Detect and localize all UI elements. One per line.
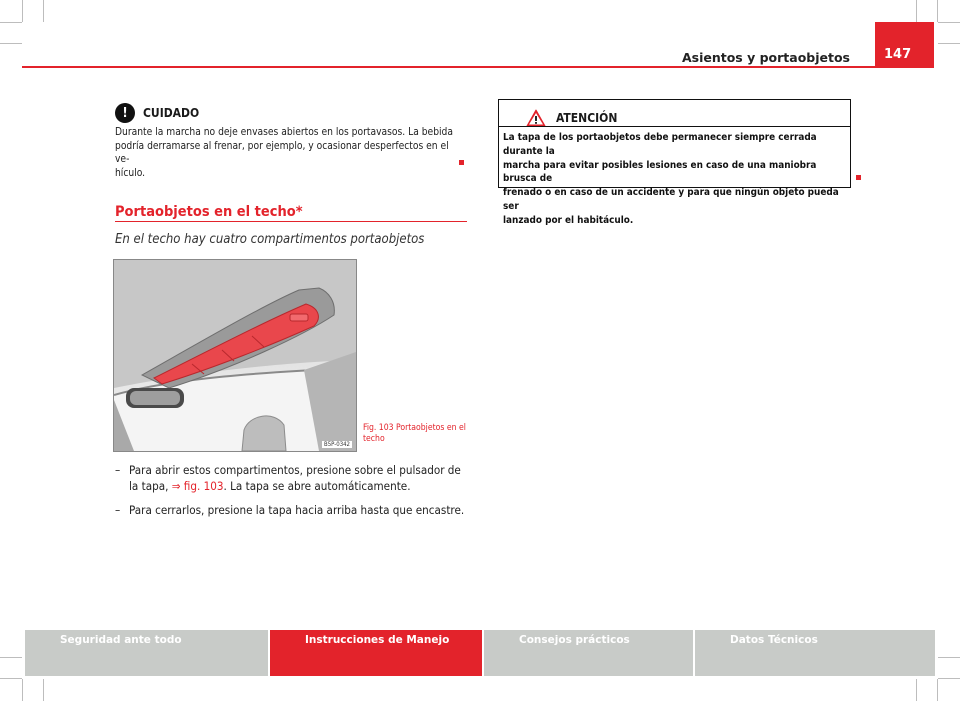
step-text: Para cerrarlos, presione la tapa hacia arriba hasta que encastre.: [129, 503, 465, 517]
roof-storage-illustration: [114, 260, 356, 451]
crop-mark: [0, 657, 22, 658]
crop-mark: [938, 657, 960, 658]
footer-tab-consejos[interactable]: Consejos prácticos: [484, 630, 693, 676]
crop-mark: [916, 679, 917, 701]
section-rule: [115, 221, 467, 222]
figure-reference-link[interactable]: ⇒ fig. 103: [171, 479, 224, 493]
caution-line: Durante la marcha no deje envases abiertos en los portavasos. La bebida: [115, 127, 453, 138]
caution-line: hículo.: [115, 168, 146, 180]
crop-mark: [0, 678, 22, 679]
crop-mark: [937, 0, 938, 22]
section-title: Portaobjetos en el techo*: [115, 204, 303, 220]
crop-mark: [0, 22, 22, 23]
end-mark: [856, 175, 861, 180]
warning-title: ATENCIÓN: [556, 111, 618, 125]
step-item: [115, 502, 470, 518]
crop-mark: [22, 0, 23, 22]
warning-text: [503, 131, 847, 228]
end-mark: [459, 160, 464, 165]
footer-tab-datos[interactable]: Datos Técnicos: [695, 630, 935, 676]
chapter-title: Asientos y portaobjetos: [681, 50, 850, 65]
crop-mark: [22, 679, 23, 701]
warning-rule: [498, 126, 851, 127]
footer-tab-seguridad[interactable]: Seguridad ante todo: [25, 630, 268, 676]
figure-caption: [363, 423, 473, 445]
figure-label: Fig. 103: [363, 423, 394, 433]
caution-line: podría derramarse al frenar, por ejemplo, y ocasionar desperfectos en el ve-: [115, 140, 449, 166]
crop-mark: [43, 0, 44, 22]
crop-mark: [43, 679, 44, 701]
crop-mark: [938, 22, 960, 23]
caution-title: CUIDADO: [143, 106, 200, 120]
figure-caption-text: Portaobjetos en el techo: [363, 423, 466, 444]
step-text: . La tapa se abre automáticamente.: [223, 479, 411, 493]
header-rule: [22, 66, 875, 68]
step-dash: –: [115, 503, 121, 517]
section-subtitle: En el techo hay cuatro compartimentos portaobjetos: [115, 232, 425, 247]
warning-heading: [526, 109, 617, 127]
step-text: Para abrir estos compartimentos, presione sobre el pulsador de: [129, 463, 461, 477]
caution-text: [115, 126, 465, 181]
crop-mark: [938, 678, 960, 679]
exclamation-circle-icon: !: [115, 103, 135, 123]
crop-mark: [916, 0, 917, 22]
figure-roof-storage: [113, 259, 357, 452]
caution-heading: [115, 103, 199, 123]
step-item: [115, 462, 470, 494]
warning-line: frenado o en caso de un accidente y para que ningún objeto pueda ser: [503, 187, 839, 212]
crop-mark: [0, 43, 22, 44]
warning-line: lanzado por el habitáculo.: [503, 214, 634, 226]
figure-code: B5P-0342: [324, 441, 350, 448]
crop-mark: [937, 679, 938, 701]
footer-tab-instrucciones[interactable]: Instrucciones de Manejo: [270, 630, 482, 676]
step-dash: –: [115, 463, 121, 477]
warning-line: La tapa de los portaobjetos debe permanecer siempre cerrada durante la: [503, 132, 817, 157]
warning-line: marcha para evitar posibles lesiones en caso de una maniobra brusca de: [503, 159, 817, 185]
page-number: 147: [875, 22, 934, 68]
crop-mark: [938, 43, 960, 44]
step-text: la tapa,: [129, 479, 172, 493]
warning-triangle-icon: [526, 109, 546, 127]
